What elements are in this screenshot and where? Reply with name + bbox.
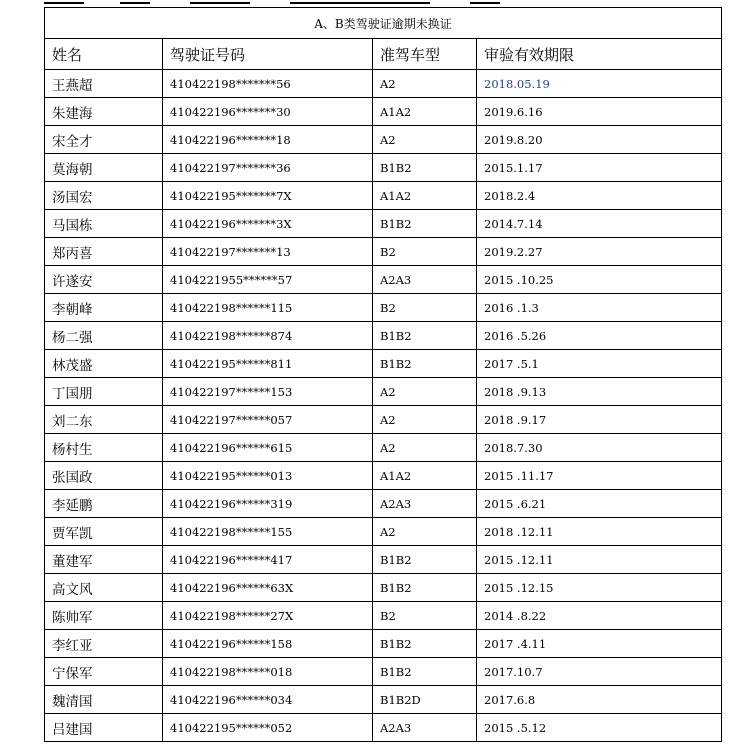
cell-vehicle-class: A2 <box>373 70 477 98</box>
title-row <box>45 8 722 39</box>
table-title: A、B类驾驶证逾期未换证 <box>45 8 722 39</box>
table-row <box>45 350 722 378</box>
cell-name: 莫海朝 <box>45 154 163 182</box>
table-row <box>45 238 722 266</box>
cell-vehicle-class: B1B2 <box>373 322 477 350</box>
cell-validity-period: 2018 .12.11 <box>477 518 722 546</box>
cell-vehicle-class: A2 <box>373 518 477 546</box>
table-row <box>45 434 722 462</box>
border-fragment <box>120 2 150 4</box>
cell-license-number: 410422196******63X <box>163 574 373 602</box>
header-vehicle-class: 准驾车型 <box>373 39 477 70</box>
header-name: 姓名 <box>45 39 163 70</box>
cell-name: 林茂盛 <box>45 350 163 378</box>
cell-name: 李朝峰 <box>45 294 163 322</box>
cell-name: 高文风 <box>45 574 163 602</box>
table-row <box>45 602 722 630</box>
cell-license-number: 410422196*******3X <box>163 210 373 238</box>
cell-license-number: 410422195*******7X <box>163 182 373 210</box>
table-row <box>45 658 722 686</box>
cell-vehicle-class: A2 <box>373 378 477 406</box>
cell-vehicle-class: A2A3 <box>373 714 477 742</box>
table-row <box>45 126 722 154</box>
cell-name: 吕建国 <box>45 714 163 742</box>
cell-vehicle-class: B1B2D <box>373 686 477 714</box>
table-row <box>45 98 722 126</box>
cell-name: 李红亚 <box>45 630 163 658</box>
cell-validity-period: 2017.6.8 <box>477 686 722 714</box>
border-fragment <box>190 2 250 4</box>
previous-table-border-remnant <box>0 0 746 6</box>
cell-vehicle-class: B1B2 <box>373 210 477 238</box>
cell-name: 王燕超 <box>45 70 163 98</box>
cell-validity-period: 2016 .5.26 <box>477 322 722 350</box>
border-fragment <box>44 2 84 4</box>
table-row <box>45 154 722 182</box>
table-row <box>45 70 722 98</box>
table-row <box>45 546 722 574</box>
cell-license-number: 410422196******417 <box>163 546 373 574</box>
cell-license-number: 410422198******27X <box>163 602 373 630</box>
cell-validity-period: 2017.10.7 <box>477 658 722 686</box>
cell-vehicle-class: A2 <box>373 434 477 462</box>
cell-vehicle-class: B1B2 <box>373 574 477 602</box>
table-row <box>45 574 722 602</box>
cell-validity-period: 2017 .5.1 <box>477 350 722 378</box>
cell-validity-period: 2015 .11.17 <box>477 462 722 490</box>
cell-name: 贾军凯 <box>45 518 163 546</box>
table-row <box>45 462 722 490</box>
cell-vehicle-class: B1B2 <box>373 658 477 686</box>
cell-vehicle-class: A2A3 <box>373 490 477 518</box>
table-row <box>45 406 722 434</box>
cell-license-number: 410422198******155 <box>163 518 373 546</box>
cell-name: 李延鹏 <box>45 490 163 518</box>
cell-license-number: 410422196******158 <box>163 630 373 658</box>
cell-vehicle-class: A1A2 <box>373 98 477 126</box>
cell-validity-period: 2018 .9.13 <box>477 378 722 406</box>
cell-validity-period: 2019.8.20 <box>477 126 722 154</box>
cell-license-number: 410422195******811 <box>163 350 373 378</box>
cell-validity-period: 2014.7.14 <box>477 210 722 238</box>
cell-name: 陈帅军 <box>45 602 163 630</box>
cell-validity-period: 2015 .12.11 <box>477 546 722 574</box>
cell-license-number: 410422197******057 <box>163 406 373 434</box>
cell-validity-period: 2018 .9.17 <box>477 406 722 434</box>
cell-name: 魏清国 <box>45 686 163 714</box>
cell-name: 杨二强 <box>45 322 163 350</box>
cell-validity-period: 2015 .5.12 <box>477 714 722 742</box>
header-license-number: 驾驶证号码 <box>163 39 373 70</box>
table-row <box>45 630 722 658</box>
cell-validity-period: 2015 .12.15 <box>477 574 722 602</box>
header-validity-period: 审验有效期限 <box>477 39 722 70</box>
cell-vehicle-class: B1B2 <box>373 154 477 182</box>
cell-license-number: 410422198******115 <box>163 294 373 322</box>
table-row <box>45 378 722 406</box>
cell-name: 刘二东 <box>45 406 163 434</box>
cell-vehicle-class: A1A2 <box>373 462 477 490</box>
cell-vehicle-class: A2 <box>373 406 477 434</box>
cell-validity-period: 2018.05.19 <box>477 70 722 98</box>
cell-vehicle-class: B2 <box>373 294 477 322</box>
cell-vehicle-class: A1A2 <box>373 182 477 210</box>
cell-vehicle-class: B1B2 <box>373 630 477 658</box>
table-row <box>45 210 722 238</box>
cell-validity-period: 2015 .6.21 <box>477 490 722 518</box>
cell-name: 宁保军 <box>45 658 163 686</box>
cell-license-number: 410422196*******30 <box>163 98 373 126</box>
cell-license-number: 410422198******874 <box>163 322 373 350</box>
cell-vehicle-class: B2 <box>373 602 477 630</box>
cell-license-number: 410422196******319 <box>163 490 373 518</box>
cell-validity-period: 2015.1.17 <box>477 154 722 182</box>
cell-validity-period: 2017 .4.11 <box>477 630 722 658</box>
border-fragment <box>470 2 500 4</box>
cell-name: 马国栋 <box>45 210 163 238</box>
table-row <box>45 490 722 518</box>
cell-name: 张国政 <box>45 462 163 490</box>
cell-license-number: 410422198*******56 <box>163 70 373 98</box>
cell-license-number: 410422195******052 <box>163 714 373 742</box>
cell-name: 董建军 <box>45 546 163 574</box>
cell-vehicle-class: A2 <box>373 126 477 154</box>
cell-validity-period: 2018.7.30 <box>477 434 722 462</box>
license-table <box>44 7 722 742</box>
cell-license-number: 410422196*******18 <box>163 126 373 154</box>
cell-validity-period: 2014 .8.22 <box>477 602 722 630</box>
cell-validity-period: 2019.6.16 <box>477 98 722 126</box>
border-fragment <box>290 2 430 4</box>
cell-validity-period: 2019.2.27 <box>477 238 722 266</box>
cell-name: 杨村生 <box>45 434 163 462</box>
table-row <box>45 266 722 294</box>
table-row <box>45 322 722 350</box>
cell-vehicle-class: A2A3 <box>373 266 477 294</box>
cell-license-number: 410422196******615 <box>163 434 373 462</box>
cell-name: 汤国宏 <box>45 182 163 210</box>
table-row <box>45 686 722 714</box>
cell-validity-period: 2016 .1.3 <box>477 294 722 322</box>
cell-name: 郑丙喜 <box>45 238 163 266</box>
cell-validity-period: 2018.2.4 <box>477 182 722 210</box>
cell-license-number: 410422197*******36 <box>163 154 373 182</box>
cell-name: 朱建海 <box>45 98 163 126</box>
cell-license-number: 410422195******013 <box>163 462 373 490</box>
cell-license-number: 410422196******034 <box>163 686 373 714</box>
cell-license-number: 410422198******018 <box>163 658 373 686</box>
cell-license-number: 4104221955******57 <box>163 266 373 294</box>
cell-license-number: 410422197******153 <box>163 378 373 406</box>
cell-name: 许遂安 <box>45 266 163 294</box>
table-row <box>45 714 722 742</box>
cell-license-number: 410422197*******13 <box>163 238 373 266</box>
cell-vehicle-class: B2 <box>373 238 477 266</box>
cell-vehicle-class: B1B2 <box>373 350 477 378</box>
table-row <box>45 182 722 210</box>
table-row <box>45 294 722 322</box>
header-row <box>45 39 722 70</box>
cell-vehicle-class: B1B2 <box>373 546 477 574</box>
table-row <box>45 518 722 546</box>
cell-validity-period: 2015 .10.25 <box>477 266 722 294</box>
cell-name: 丁国朋 <box>45 378 163 406</box>
cell-name: 宋全才 <box>45 126 163 154</box>
